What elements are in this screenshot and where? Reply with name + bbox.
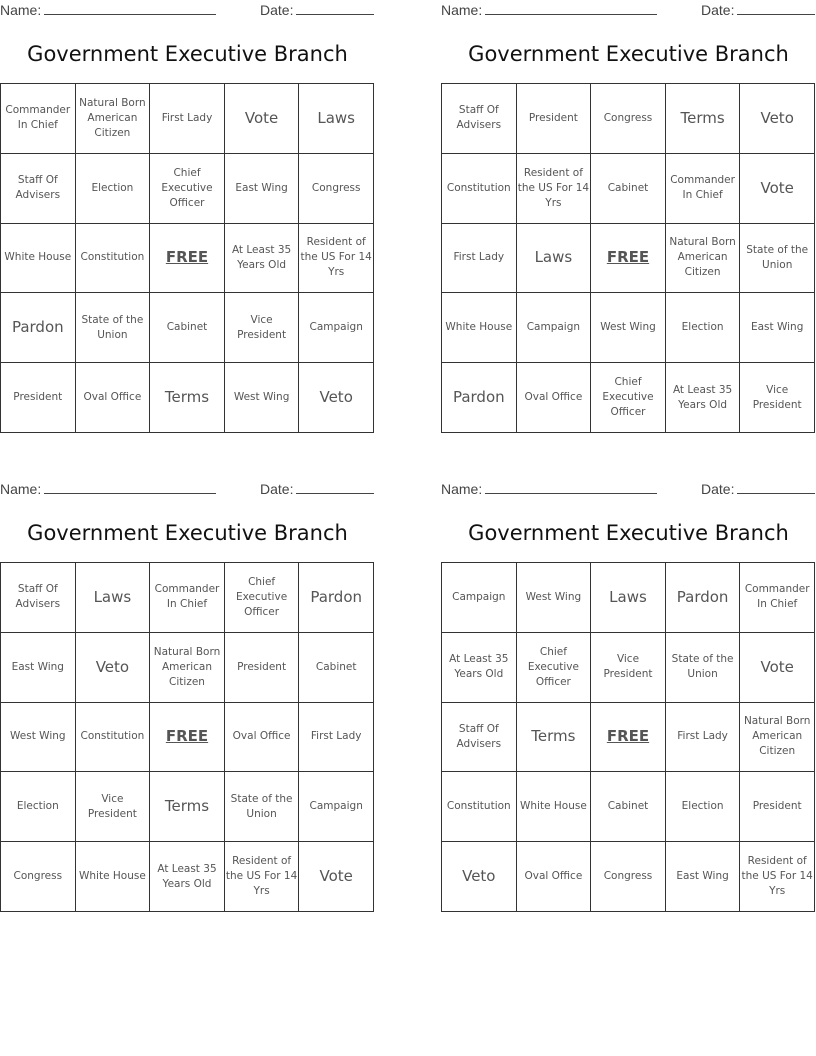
name-date-header: [441, 0, 816, 22]
name-field[interactable]: [0, 481, 216, 497]
date-field[interactable]: [701, 2, 815, 18]
bingo-cell: Pardon: [666, 563, 741, 633]
bingo-cell: Chief Executive Officer: [591, 363, 666, 433]
date-field[interactable]: [260, 481, 374, 497]
bingo-cell: First Lady: [442, 224, 517, 294]
card-title: Government Executive Branch: [27, 42, 348, 66]
bingo-cell: Terms: [150, 363, 225, 433]
date-blank-line[interactable]: [737, 481, 815, 494]
bingo-cell: Election: [1, 772, 76, 842]
bingo-cell: Vote: [299, 842, 374, 912]
name-date-header: [0, 0, 375, 22]
bingo-cell: At Least 35 Years Old: [225, 224, 300, 294]
name-date-header: [0, 479, 375, 501]
bingo-cell: Chief Executive Officer: [150, 154, 225, 224]
free-space-cell: FREE: [150, 703, 225, 773]
bingo-cell: First Lady: [150, 84, 225, 154]
name-blank-line[interactable]: [485, 481, 657, 494]
bingo-cell: Congress: [1, 842, 76, 912]
bingo-cell: Cabinet: [299, 633, 374, 703]
bingo-cell: Pardon: [299, 563, 374, 633]
bingo-cell: At Least 35 Years Old: [150, 842, 225, 912]
bingo-cell: Veto: [740, 84, 815, 154]
bingo-cell: Staff Of Advisers: [442, 84, 517, 154]
bingo-cell: West Wing: [225, 363, 300, 433]
bingo-cell: Commander In Chief: [740, 563, 815, 633]
bingo-cell: President: [1, 363, 76, 433]
bingo-cell: Resident of the US For 14 Yrs: [225, 842, 300, 912]
name-field[interactable]: [0, 2, 216, 18]
bingo-cell: Vote: [740, 633, 815, 703]
bingo-cell: Campaign: [517, 293, 592, 363]
free-space-cell: FREE: [150, 224, 225, 294]
bingo-cell: Constitution: [76, 703, 151, 773]
bingo-cell: Campaign: [442, 563, 517, 633]
name-label: Name:: [0, 2, 42, 18]
card-title: Government Executive Branch: [27, 521, 348, 545]
bingo-cell: West Wing: [517, 563, 592, 633]
bingo-cell: Constitution: [442, 772, 517, 842]
bingo-cell: Oval Office: [517, 363, 592, 433]
bingo-cell: West Wing: [1, 703, 76, 773]
name-date-header: [441, 479, 816, 501]
bingo-cell: Congress: [591, 842, 666, 912]
bingo-cell: White House: [1, 224, 76, 294]
bingo-cell: President: [225, 633, 300, 703]
bingo-cell: Vice President: [76, 772, 151, 842]
bingo-cell: Vice President: [740, 363, 815, 433]
bingo-cell: Commander In Chief: [150, 563, 225, 633]
bingo-cell: Laws: [76, 563, 151, 633]
bingo-cell: President: [517, 84, 592, 154]
name-label: Name:: [0, 481, 42, 497]
bingo-cell: East Wing: [666, 842, 741, 912]
bingo-cell: Resident of the US For 14 Yrs: [517, 154, 592, 224]
bingo-grid: [0, 83, 374, 433]
bingo-cell: Vice President: [225, 293, 300, 363]
date-label: Date:: [260, 2, 294, 18]
name-blank-line[interactable]: [44, 2, 216, 15]
bingo-cell: Constitution: [442, 154, 517, 224]
bingo-cell: Cabinet: [150, 293, 225, 363]
bingo-cell: State of the Union: [666, 633, 741, 703]
bingo-cell: Congress: [299, 154, 374, 224]
bingo-cell: Terms: [150, 772, 225, 842]
name-label: Name:: [441, 2, 483, 18]
bingo-cell: Vice President: [591, 633, 666, 703]
bingo-cell: East Wing: [1, 633, 76, 703]
name-blank-line[interactable]: [485, 2, 657, 15]
free-space-cell: FREE: [591, 703, 666, 773]
bingo-cell: Natural Born American Citizen: [76, 84, 151, 154]
bingo-grid: [441, 83, 815, 433]
bingo-cell: Natural Born American Citizen: [150, 633, 225, 703]
bingo-cell: First Lady: [299, 703, 374, 773]
date-blank-line[interactable]: [296, 481, 374, 494]
bingo-cell: Staff Of Advisers: [442, 703, 517, 773]
date-field[interactable]: [701, 481, 815, 497]
bingo-cell: Cabinet: [591, 154, 666, 224]
card-title: Government Executive Branch: [468, 521, 789, 545]
bingo-cell: Election: [76, 154, 151, 224]
bingo-cell: Resident of the US For 14 Yrs: [299, 224, 374, 294]
bingo-grid: [441, 562, 815, 912]
bingo-cell: Staff Of Advisers: [1, 154, 76, 224]
date-field[interactable]: [260, 2, 374, 18]
bingo-cell: Constitution: [76, 224, 151, 294]
bingo-cell: Staff Of Advisers: [1, 563, 76, 633]
bingo-cell: Oval Office: [225, 703, 300, 773]
name-field[interactable]: [441, 481, 657, 497]
date-label: Date:: [701, 2, 735, 18]
date-label: Date:: [260, 481, 294, 497]
free-space-cell: FREE: [591, 224, 666, 294]
bingo-cell: Natural Born American Citizen: [666, 224, 741, 294]
bingo-cell: State of the Union: [225, 772, 300, 842]
name-label: Name:: [441, 481, 483, 497]
bingo-cell: President: [740, 772, 815, 842]
bingo-cell: Laws: [299, 84, 374, 154]
bingo-cell: First Lady: [666, 703, 741, 773]
bingo-cell: Resident of the US For 14 Yrs: [740, 842, 815, 912]
date-label: Date:: [701, 481, 735, 497]
bingo-cell: Terms: [666, 84, 741, 154]
bingo-cell: West Wing: [591, 293, 666, 363]
bingo-cell: Veto: [442, 842, 517, 912]
bingo-cell: Laws: [517, 224, 592, 294]
bingo-cell: At Least 35 Years Old: [666, 363, 741, 433]
bingo-cell: Cabinet: [591, 772, 666, 842]
bingo-cell: Campaign: [299, 772, 374, 842]
bingo-cell: East Wing: [740, 293, 815, 363]
card-title: Government Executive Branch: [468, 42, 789, 66]
name-field[interactable]: [441, 2, 657, 18]
bingo-grid: [0, 562, 374, 912]
bingo-cell: At Least 35 Years Old: [442, 633, 517, 703]
bingo-cell: Chief Executive Officer: [517, 633, 592, 703]
bingo-cell: Oval Office: [517, 842, 592, 912]
name-blank-line[interactable]: [44, 481, 216, 494]
bingo-cell: Commander In Chief: [666, 154, 741, 224]
bingo-cell: Election: [666, 293, 741, 363]
bingo-cell: Oval Office: [76, 363, 151, 433]
bingo-cell: Pardon: [1, 293, 76, 363]
bingo-cell: Election: [666, 772, 741, 842]
bingo-cell: Veto: [76, 633, 151, 703]
bingo-cell: White House: [517, 772, 592, 842]
bingo-cell: Laws: [591, 563, 666, 633]
bingo-cell: Terms: [517, 703, 592, 773]
bingo-cell: Veto: [299, 363, 374, 433]
bingo-cell: Vote: [740, 154, 815, 224]
bingo-cell: Vote: [225, 84, 300, 154]
bingo-cell: Commander In Chief: [1, 84, 76, 154]
bingo-cell: State of the Union: [740, 224, 815, 294]
bingo-cell: Chief Executive Officer: [225, 563, 300, 633]
bingo-cell: Natural Born American Citizen: [740, 703, 815, 773]
date-blank-line[interactable]: [737, 2, 815, 15]
bingo-cell: State of the Union: [76, 293, 151, 363]
bingo-cell: Campaign: [299, 293, 374, 363]
bingo-cell: Pardon: [442, 363, 517, 433]
bingo-cell: East Wing: [225, 154, 300, 224]
bingo-cell: White House: [442, 293, 517, 363]
date-blank-line[interactable]: [296, 2, 374, 15]
bingo-cell: Congress: [591, 84, 666, 154]
bingo-cell: White House: [76, 842, 151, 912]
